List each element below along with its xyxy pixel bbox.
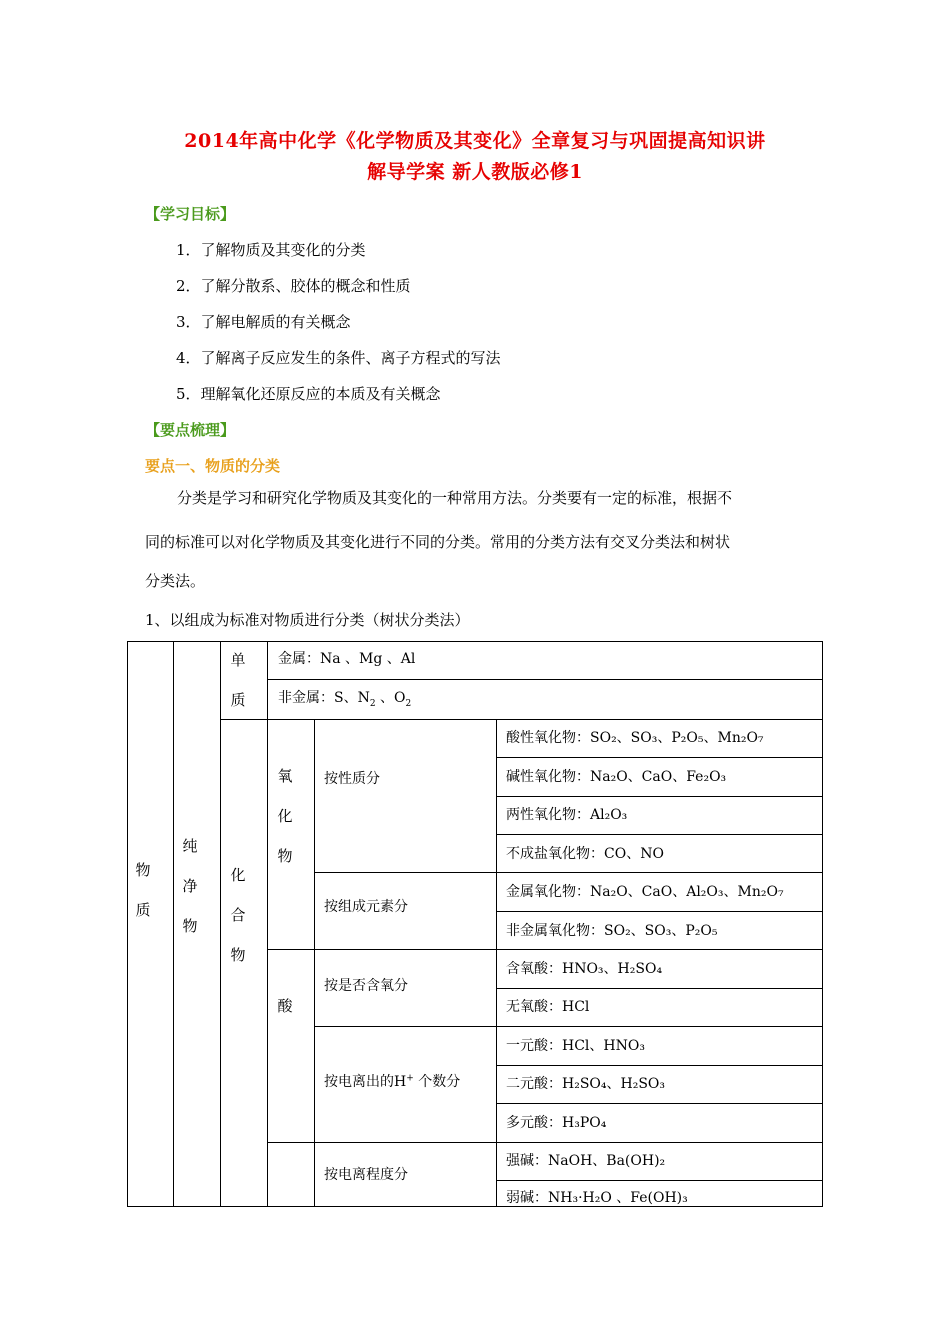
by-ionization-degree-cell: 按电离程度分 bbox=[324, 1167, 408, 1183]
weak-base-cell: 弱碱：NH₃·H₂O 、Fe(OH)₃ bbox=[506, 1190, 688, 1206]
nonmetal-oxide-cell: 非金属氧化物：SO₂、SO₃、P₂O₅ bbox=[506, 923, 718, 939]
points-heading: 【要点梳理】 bbox=[145, 421, 236, 439]
paragraph-line: 同的标准可以对化学物质及其变化进行不同的分类。常用的分类方法有交叉分类法和树状 bbox=[145, 533, 731, 551]
document-title-line2: 解导学案 新人教版必修1 bbox=[367, 161, 583, 183]
oxide-label: 氧 化 物 bbox=[277, 767, 293, 865]
neutral-oxide-cell: 不成盐氧化物：CO、NO bbox=[506, 846, 664, 862]
oxyacid-cell: 含氧酸：HNO₃、H₂SO₄ bbox=[506, 961, 663, 977]
goal-item: 3．了解电解质的有关概念 bbox=[176, 313, 351, 331]
goals-heading: 【学习目标】 bbox=[145, 205, 236, 223]
nonmetal-element-cell: 非金属：S、$N_2$ 、$O_2$ bbox=[278, 690, 412, 709]
goal-item: 1．了解物质及其变化的分类 bbox=[176, 241, 366, 259]
by-element-cell: 按组成元素分 bbox=[324, 899, 408, 915]
amphoteric-oxide-cell: 两性氧化物：Al₂O₃ bbox=[506, 807, 628, 823]
acidic-oxide-cell: 酸性氧化物：SO₂、SO₃、P₂O₅、Mn₂O₇ bbox=[506, 730, 764, 746]
goal-item: 4．了解离子反应发生的条件、离子方程式的写法 bbox=[176, 349, 501, 367]
document-title-line1: 2014年高中化学《化学物质及其变化》全章复习与巩固提高知识讲 bbox=[184, 130, 766, 152]
table-caption: 1、以组成为标准对物质进行分类（树状分类法） bbox=[145, 611, 470, 629]
element-label: 单 质 bbox=[230, 651, 246, 709]
goal-item: 2．了解分散系、胶体的概念和性质 bbox=[176, 277, 411, 295]
paragraph-line: 分类是学习和研究化学物质及其变化的一种常用方法。分类要有一定的标准，根据不 bbox=[177, 489, 733, 507]
strong-base-cell: 强碱：NaOH、Ba(OH)₂ bbox=[506, 1153, 666, 1169]
basic-oxide-cell: 碱性氧化物：Na₂O、CaO、Fe₂O₃ bbox=[506, 769, 727, 785]
paragraph-line: 分类法。 bbox=[145, 572, 206, 590]
compound-label: 化 合 物 bbox=[230, 866, 246, 964]
metal-element-cell: 金属：Na 、Mg 、Al bbox=[278, 651, 416, 667]
matter-label: 物 质 bbox=[135, 861, 151, 919]
metal-oxide-cell: 金属氧化物：Na₂O、CaO、Al₂O₃、Mn₂O₇ bbox=[506, 884, 784, 900]
acid-label: 酸 bbox=[277, 997, 293, 1015]
pure-substance-label: 纯 净 物 bbox=[182, 837, 198, 935]
polybasic-acid-cell: 多元酸：H₃PO₄ bbox=[506, 1115, 607, 1131]
goal-item: 5．理解氧化还原反应的本质及有关概念 bbox=[176, 385, 441, 403]
monobasic-acid-cell: 一元酸：HCl、HNO₃ bbox=[506, 1038, 645, 1054]
by-oxygen-cell: 按是否含氧分 bbox=[324, 978, 408, 994]
subsection-title: 要点一、物质的分类 bbox=[145, 457, 281, 475]
by-property-cell: 按性质分 bbox=[324, 771, 380, 787]
non-oxyacid-cell: 无氧酸：HCl bbox=[506, 999, 590, 1015]
by-hplus-count-cell: 按电离出的H+ 个数分 bbox=[324, 1073, 461, 1090]
dibasic-acid-cell: 二元酸：H₂SO₄、H₂SO₃ bbox=[506, 1076, 666, 1092]
